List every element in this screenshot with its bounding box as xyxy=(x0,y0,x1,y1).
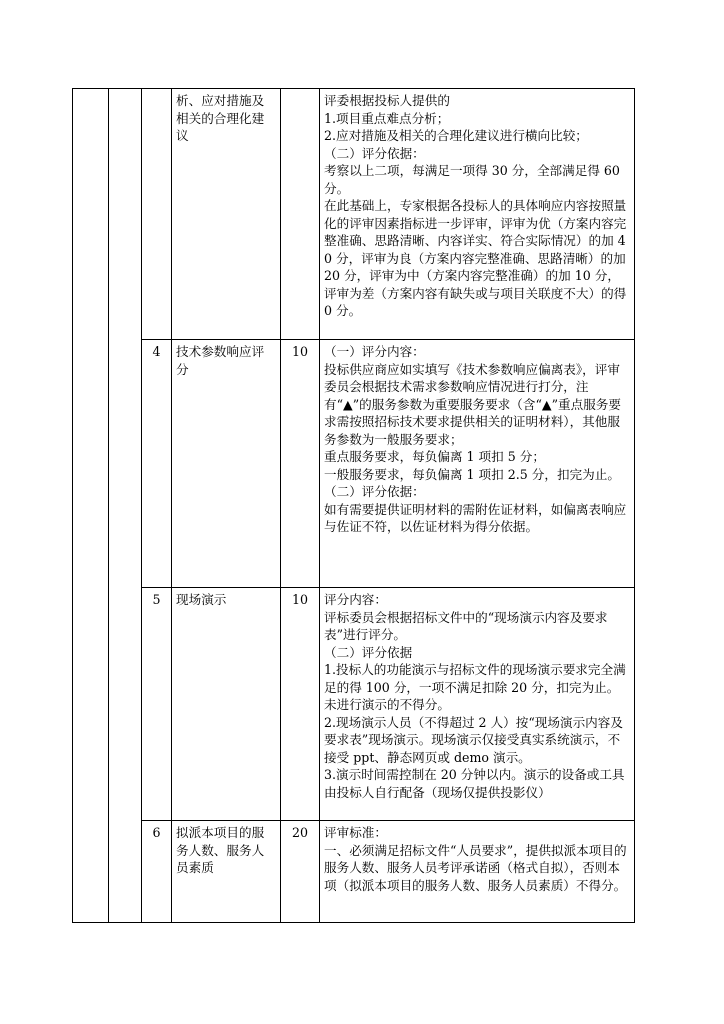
score-value: 10 xyxy=(281,340,320,588)
criteria-line: （一）评分内容： xyxy=(324,344,425,359)
scoring-criteria xyxy=(320,340,635,588)
criteria-line: 3.演示时间需控制在 20 分钟以内。演示的设备或工具由投标人自行配备（现场仅提供投影仪） xyxy=(324,767,625,800)
row-number: 6 xyxy=(142,821,172,923)
criteria-line: 重点服务要求，每负偏离 1 项扣 5 分； xyxy=(324,449,545,464)
score-value: 20 xyxy=(281,821,320,923)
scoring-item: 技术参数响应评分 xyxy=(172,340,281,588)
scoring-table xyxy=(72,88,635,923)
criteria-line: 如有需要提供证明材料的需附佐证材料，如偏离表响应与佐证不符，以佐证材料为得分依据。 xyxy=(324,501,627,534)
row-number: 5 xyxy=(142,588,172,821)
scoring-criteria xyxy=(320,588,635,821)
scoring-criteria xyxy=(320,89,635,340)
table-row xyxy=(73,588,635,821)
table-row xyxy=(73,821,635,923)
score-value xyxy=(281,89,320,340)
scoring-item: 析、应对措施及相关的合理化建议 xyxy=(172,89,281,340)
outer-category-cell xyxy=(73,89,109,923)
criteria-line: 一般服务要求，每负偏离 1 项扣 2.5 分，扣完为止。 xyxy=(324,466,620,482)
scoring-item: 现场演示 xyxy=(172,588,281,821)
criteria-line: 2.应对措施及相关的合理化建议进行横向比较； xyxy=(324,128,588,143)
criteria-line: 评分内容： xyxy=(324,592,387,607)
criteria-line: （二）评分依据： xyxy=(324,484,425,499)
criteria-line: 评标委员会根据招标文件中的“现场演示内容及要求表”进行评分。 xyxy=(324,609,608,642)
criteria-line: 1.项目重点难点分析； xyxy=(324,110,450,126)
criteria-line: （二）评分依据： xyxy=(324,145,425,161)
criteria-line: 评审标准： xyxy=(324,825,387,840)
table-row xyxy=(73,340,635,588)
scoring-item: 拟派本项目的服务人数、服务人员素质 xyxy=(172,821,281,923)
table-row xyxy=(73,89,635,340)
row-number: 4 xyxy=(142,340,172,588)
scoring-criteria xyxy=(320,821,635,923)
criteria-line: 一、必须满足招标文件“人员要求”，提供拟派本项目的服务人数、服务人员考评承诺函（格式自拟），否则本项（拟派本项目的服务人数、服务人员素质）不得分。 xyxy=(324,842,627,893)
score-value: 10 xyxy=(281,588,320,821)
criteria-line: 投标供应商应如实填写《技术参数响应偏离表》，评审委员会根据技术需求参数响应情况进行打分，注有“▲”的服务参数为重要服务要求（含“▲”重点服务要求需按照招标技术要求提供相关的证明材料），其他服务参数为一般服务要求； xyxy=(324,361,621,447)
row-number xyxy=(142,89,172,340)
criteria-line: （二）评分依据 xyxy=(324,644,413,660)
criteria-line: 1.投标人的功能演示与招标文件的现场演示要求完全满足的得 100 分，一项不满足扣除 20 分，扣完为止。未进行演示的不得分。 xyxy=(324,662,626,712)
criteria-line: 考察以上二项，每满足一项得 30 分，全部满足得 60 分。 xyxy=(324,163,620,196)
category-cell xyxy=(109,89,142,923)
criteria-line: 2.现场演示人员（不得超过 2 人）按“现场演示内容及要求表”现场演示。现场演示仅接受真实系统演示，不接受 ppt、静态网页或 demo 演示。 xyxy=(324,714,623,765)
criteria-line: 评委根据投标人提供的 xyxy=(324,93,450,108)
criteria-line: 在此基础上，专家根据各投标人的具体响应内容按照量化的评审因素指标进一步评审，评审为优（方案内容完整准确、思路清晰、内容详实、符合实际情况）的加 40 分，评审为良（方案内容完整准确、思路清晰）的加 20 分，评审为中（方案内容完整准确）的加 10 分，评审为差（方案内容有缺失或与项目关联度不大）的得 0 分。 xyxy=(324,198,627,318)
